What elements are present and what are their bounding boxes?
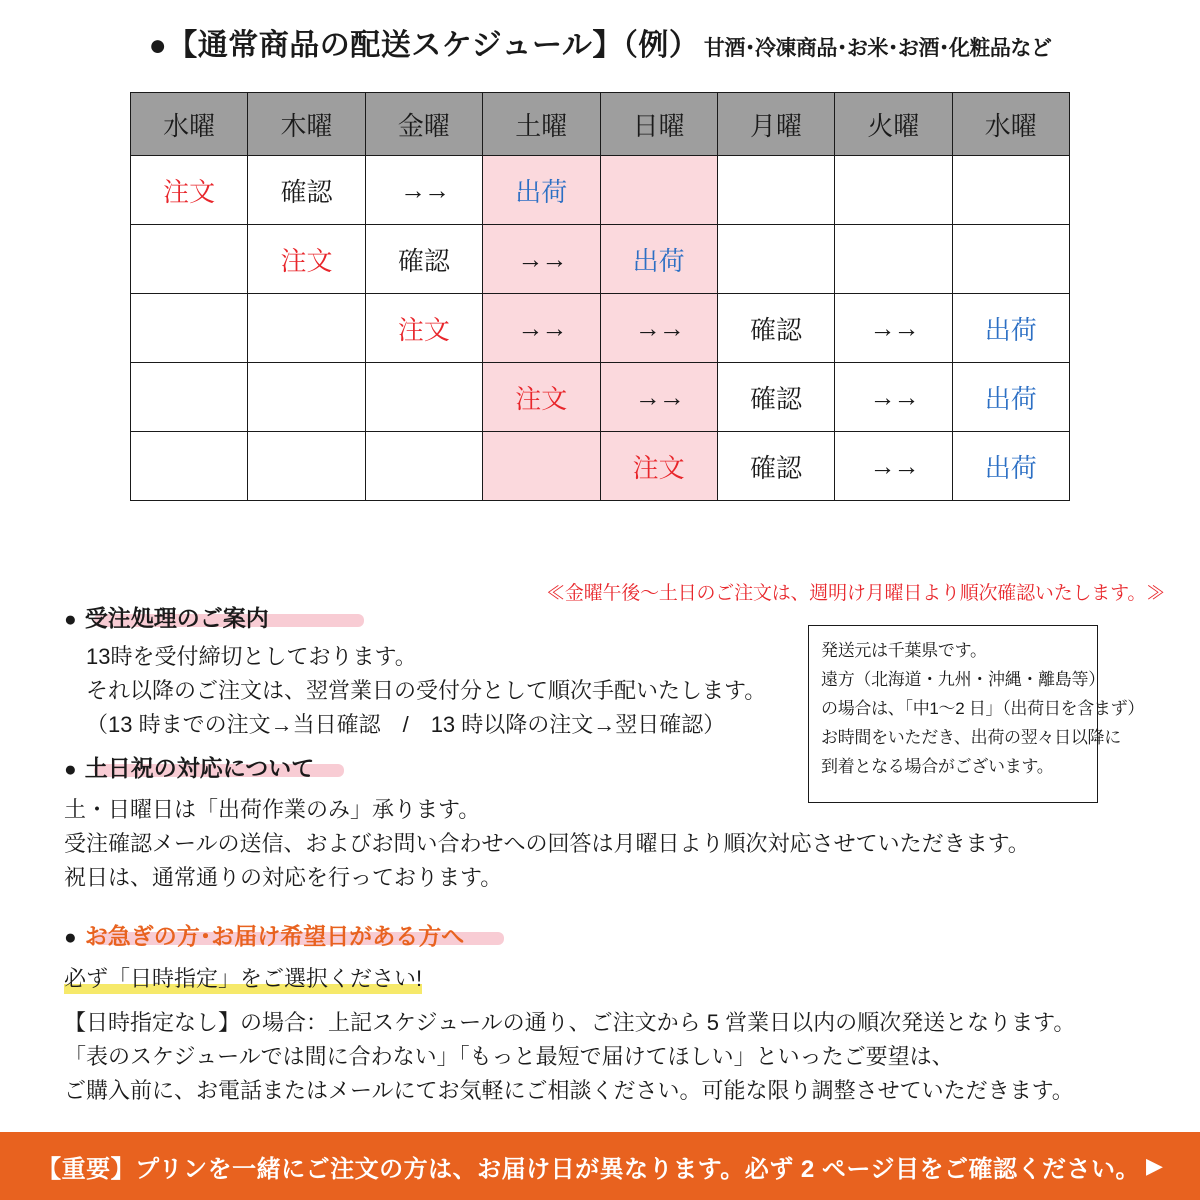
body-line: 13時を受付締切としております。 xyxy=(86,644,417,669)
table-header-cell: 土曜 xyxy=(483,93,600,156)
table-cell xyxy=(131,294,248,363)
table-cell: 確認 xyxy=(248,156,365,225)
table-row xyxy=(131,225,1070,294)
table-cell xyxy=(131,225,248,294)
footer-banner xyxy=(0,1132,1200,1200)
table-row xyxy=(131,363,1070,432)
table-cell: 出荷 xyxy=(483,156,600,225)
bullet-icon: ● xyxy=(64,608,77,631)
section-title-text: 受注処理のご案内 xyxy=(84,605,269,631)
bullet-icon: ● xyxy=(64,758,77,781)
info-line: 遠方（北海道・九州・沖縄・離島等） xyxy=(821,670,1105,689)
table-header-cell: 月曜 xyxy=(717,93,834,156)
bullet-icon: ● xyxy=(64,926,77,949)
highlight-line xyxy=(64,962,422,996)
table-header-cell: 水曜 xyxy=(952,93,1069,156)
section-title-text: お急ぎの方･お届け希望日がある方へ xyxy=(84,923,465,949)
body-line: 土・日曜日は「出荷作業のみ」承ります。 xyxy=(64,797,481,822)
table-cell xyxy=(600,156,717,225)
table-row xyxy=(131,294,1070,363)
table-cell xyxy=(717,225,834,294)
page-title-main: ●【通常商品の配送スケジュール】（例） xyxy=(148,29,700,62)
table-row xyxy=(131,432,1070,501)
body-line: 祝日は、通常通りの対応を行っております。 xyxy=(64,865,503,890)
table-cell: 確認 xyxy=(365,225,482,294)
delivery-schedule-table xyxy=(130,92,1070,501)
table-cell: →→ xyxy=(365,156,482,225)
table-cell xyxy=(131,363,248,432)
body-line: それ以降のご注文は、翌営業日の受付分として順次手配いたします。 xyxy=(86,678,767,703)
highlight-line-text: 必ず「日時指定」をご選択ください! xyxy=(64,966,423,991)
table-cell: 注文 xyxy=(365,294,482,363)
table-cell xyxy=(952,225,1069,294)
section-weekend-holiday-title xyxy=(64,750,314,783)
table-cell: 出荷 xyxy=(600,225,717,294)
table-cell xyxy=(131,432,248,501)
footer-text: 【重要】プリンを一緒にご注文の方は、お届け日が異なります。必ず 2 ページ目をご確認ください。 xyxy=(37,1155,1140,1183)
info-line: の場合は、「中1〜2 日」（出荷日を含まず） xyxy=(821,699,1145,718)
table-cell xyxy=(952,156,1069,225)
section-urgent-body xyxy=(64,962,1075,1108)
table-cell: →→ xyxy=(483,225,600,294)
table-cell: 確認 xyxy=(717,432,834,501)
table-header-cell: 火曜 xyxy=(835,93,952,156)
page-title-sub: 甘酒･冷凍商品･お米･お酒･化粧品など xyxy=(703,37,1052,60)
body-line: （13 時までの注文→当日確認 / 13 時以降の注文→翌日確認） xyxy=(86,712,726,737)
info-line: お時間をいただき、出荷の翌々日以降に xyxy=(821,728,1121,747)
body-line: 【日時指定なし】の場合：上記スケジュールの通り、ご注文から 5 営業日以内の順次発送となります。 xyxy=(64,1010,1076,1035)
table-cell: 出荷 xyxy=(952,294,1069,363)
body-line: 「表のスケジュールでは間に合わない」「もっと最短で届けてほしい」といったご要望は、 xyxy=(64,1044,954,1069)
table-cell: →→ xyxy=(600,294,717,363)
table-header-cell: 日曜 xyxy=(600,93,717,156)
arrow-right-icon: ▶ xyxy=(1145,1153,1163,1178)
section-order-processing-title xyxy=(64,600,269,633)
table-cell: →→ xyxy=(835,294,952,363)
section-order-processing-body xyxy=(86,640,766,742)
table-cell: 注文 xyxy=(248,225,365,294)
table-header-cell: 金曜 xyxy=(365,93,482,156)
section-urgent-title xyxy=(64,918,464,951)
table-cell xyxy=(717,156,834,225)
table-cell xyxy=(483,432,600,501)
table-cell xyxy=(835,156,952,225)
table-cell xyxy=(248,363,365,432)
table-cell: →→ xyxy=(600,363,717,432)
table-row xyxy=(131,156,1070,225)
section-title-text: 土日祝の対応について xyxy=(84,755,315,781)
table-cell xyxy=(835,225,952,294)
table-note: ≪金曜午後〜土日のご注文は、週明け月曜日より順次確認いたします。≫ xyxy=(546,583,1165,604)
table-header-cell: 木曜 xyxy=(248,93,365,156)
table-cell xyxy=(365,363,482,432)
body-line: 受注確認メールの送信、およびお問い合わせへの回答は月曜日より順次対応させていただきます。 xyxy=(64,831,1030,856)
table-cell: 確認 xyxy=(717,363,834,432)
table-cell xyxy=(365,432,482,501)
page-title xyxy=(0,20,1200,64)
info-line: 発送元は千葉県です。 xyxy=(821,641,987,660)
table-cell xyxy=(248,432,365,501)
table-cell: →→ xyxy=(835,432,952,501)
info-line: 到着となる場合がございます。 xyxy=(821,757,1054,776)
table-cell: 出荷 xyxy=(952,363,1069,432)
table-cell: 注文 xyxy=(600,432,717,501)
table-cell: 出荷 xyxy=(952,432,1069,501)
highlight-line-wrap xyxy=(64,962,1075,996)
section-title xyxy=(64,750,314,783)
section-weekend-holiday-body xyxy=(64,793,1030,895)
table-header-cell: 水曜 xyxy=(131,93,248,156)
table-cell: →→ xyxy=(835,363,952,432)
table-cell: 確認 xyxy=(717,294,834,363)
table-cell: 注文 xyxy=(483,363,600,432)
table-header-row xyxy=(131,93,1070,156)
table-cell: 注文 xyxy=(131,156,248,225)
section-title xyxy=(64,600,269,633)
shipping-origin-info-box xyxy=(808,625,1145,803)
table-cell: →→ xyxy=(483,294,600,363)
body-line: ご購入前に、お電話またはメールにてお気軽にご相談ください。可能な限り調整させていただきます。 xyxy=(64,1078,1074,1103)
section-title xyxy=(64,918,464,951)
table-cell xyxy=(248,294,365,363)
